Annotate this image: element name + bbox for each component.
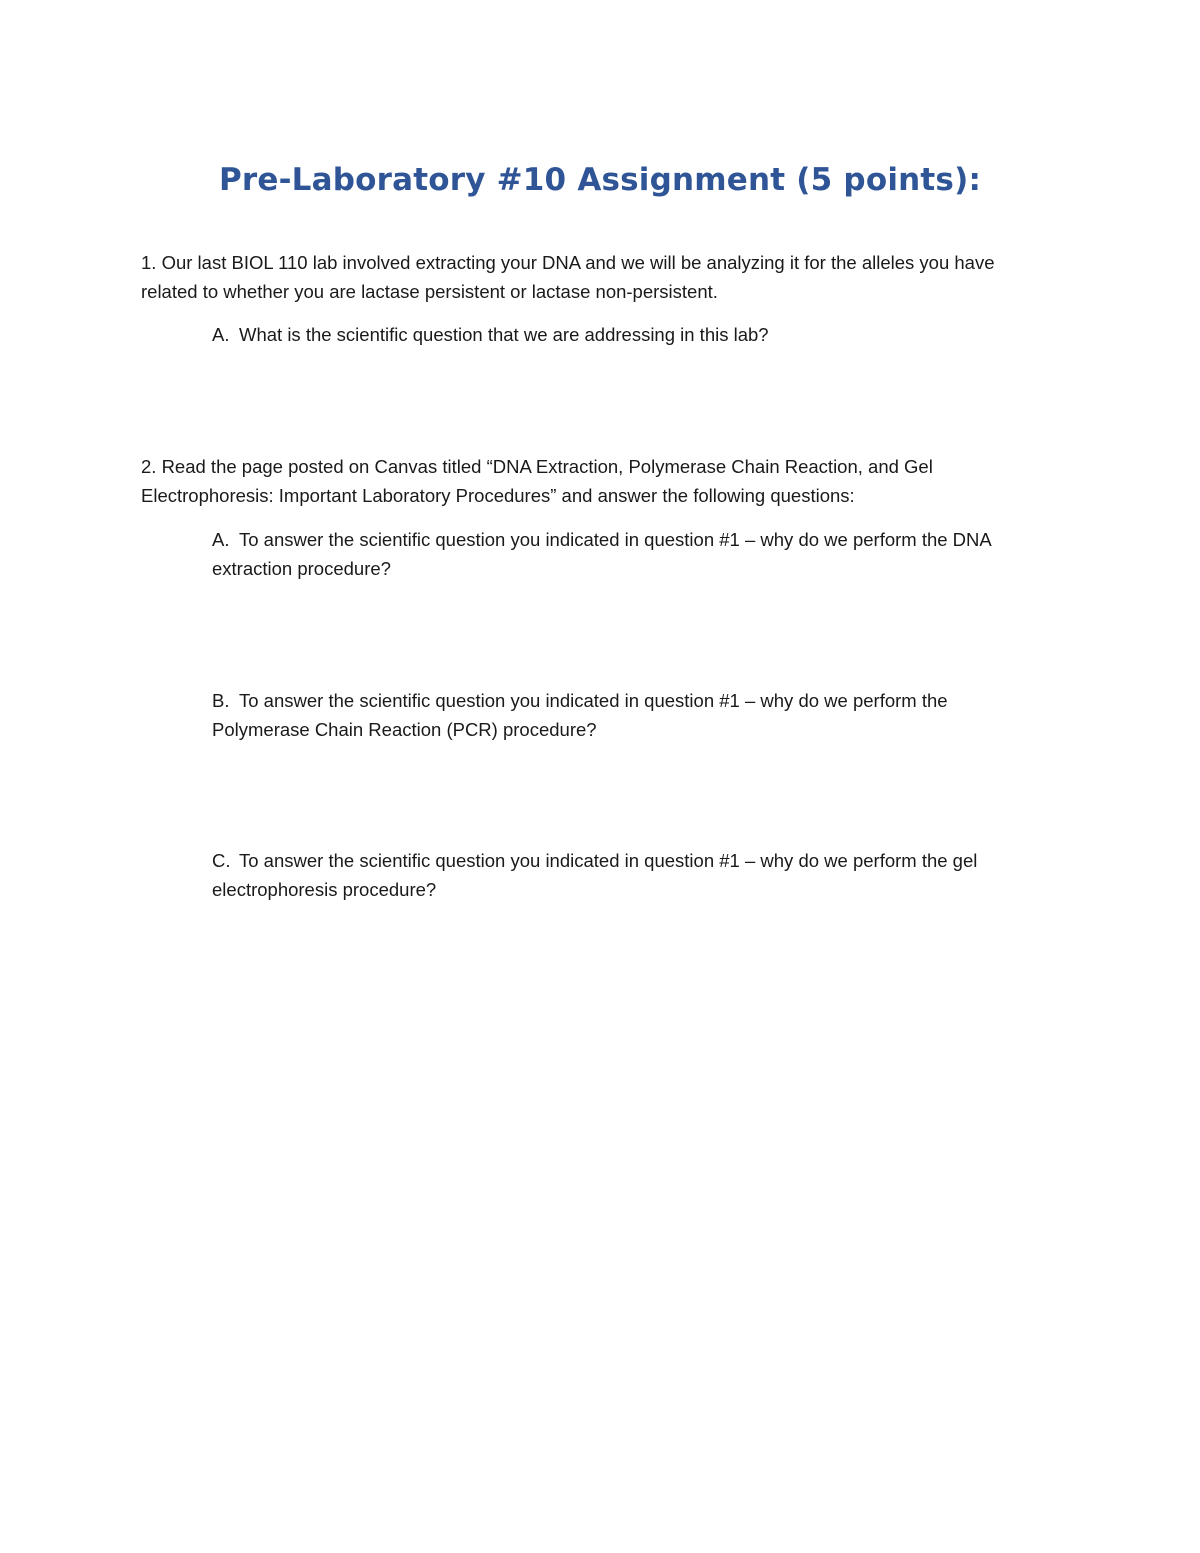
question-2-part-c-line-2: electrophoresis procedure? — [212, 878, 437, 900]
question-2-part-b-line-1 — [212, 687, 948, 716]
part-letter: B. — [212, 690, 230, 711]
question-2-part-c-text-1: To answer the scientific question you indicated in question #1 – why do we perform the gel — [239, 850, 978, 871]
question-2-part-b-text-1: To answer the scientific question you indicated in question #1 – why do we perform the — [239, 690, 948, 711]
question-2-part-c-line-1 — [212, 847, 977, 876]
question-2-part-a — [212, 526, 992, 583]
part-letter: C. — [212, 850, 231, 871]
question-1-part-a-line — [212, 321, 769, 350]
question-1-part-a — [212, 321, 769, 350]
question-1 — [141, 249, 995, 306]
question-2-line-1: 2. Read the page posted on Canvas titled “DNA Extraction, Polymerase Chain Reaction, and Gel — [141, 456, 933, 477]
question-2-part-a-text-1: To answer the scientific question you indicated in question #1 – why do we perform the DNA — [239, 529, 992, 550]
question-2-part-b-line-2: Polymerase Chain Reaction (PCR) procedure? — [212, 718, 597, 740]
question-1-line-2: related to whether you are lactase persistent or lactase non-persistent. — [141, 280, 718, 302]
question-2-part-a-line-2: extraction procedure? — [212, 557, 391, 579]
part-letter: A. — [212, 529, 230, 550]
question-1-part-a-text: What is the scientific question that we are addressing in this lab? — [239, 324, 769, 345]
question-2 — [141, 453, 933, 510]
question-2-part-b — [212, 687, 948, 744]
question-2-part-c — [212, 847, 977, 904]
question-2-part-a-line-1 — [212, 526, 992, 555]
page-title: Pre-Laboratory #10 Assignment (5 points): — [218, 162, 982, 198]
part-letter: A. — [212, 324, 230, 345]
question-1-line-1: 1. Our last BIOL 110 lab involved extracting your DNA and we will be analyzing it for the alleles you have — [141, 252, 995, 273]
question-2-line-2: Electrophoresis: Important Laboratory Procedures” and answer the following questions: — [141, 484, 855, 506]
